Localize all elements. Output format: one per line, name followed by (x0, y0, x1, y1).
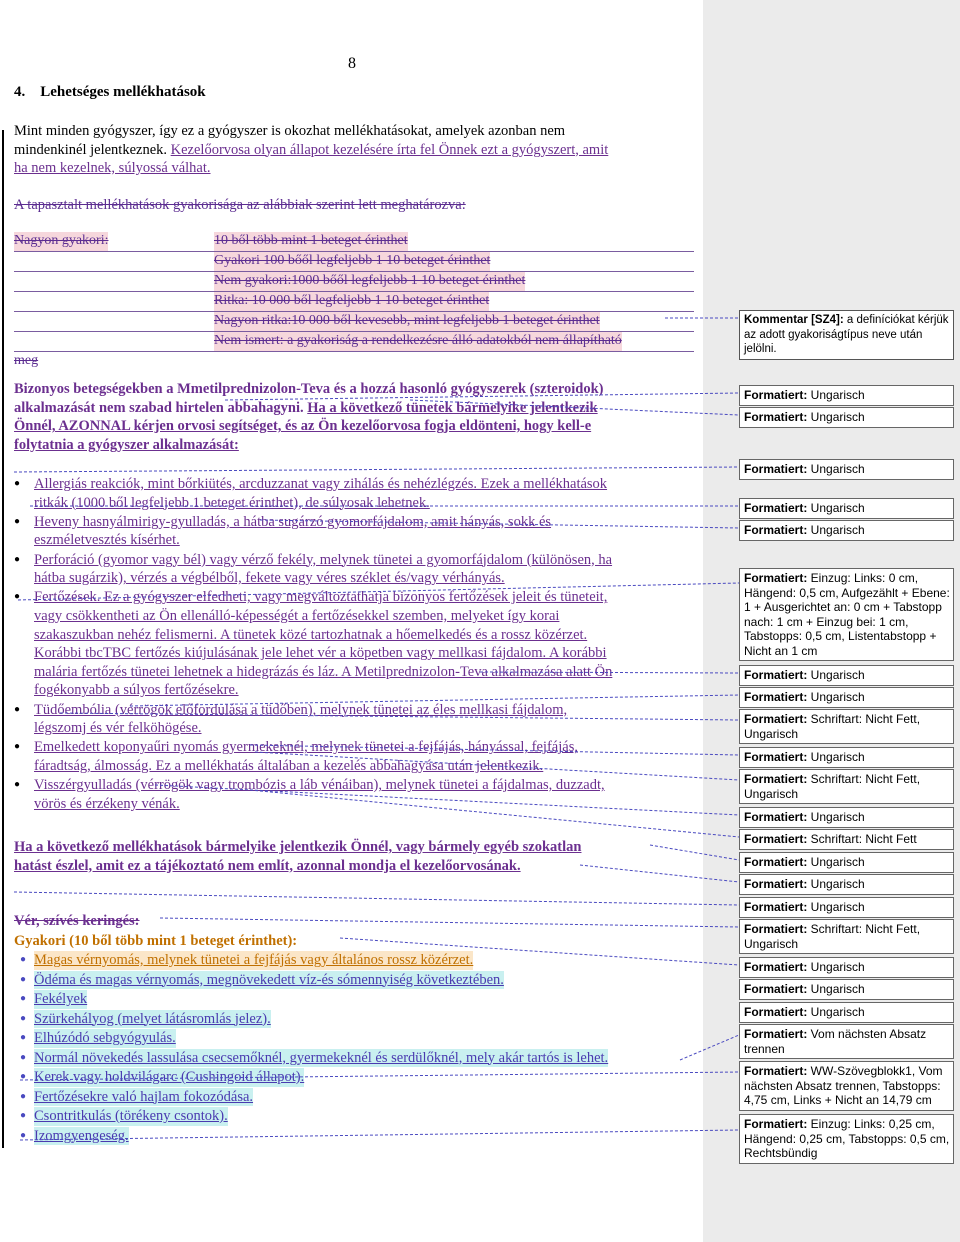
serious-effect-line: Fertőzések. Ez a gyógyszer elfedheti, vagy megváltoztathatja bizonyos fertőzések jeleit és tüneteit, (34, 589, 608, 606)
serious-effect-line: hátba sugárzik), vérzés a végbélből, fekete vagy véres széklet és/vagy vérhányás. (34, 570, 505, 587)
serious-effect-line: Perforáció (gyomor vagy bél) vagy vérző fekély, melynek tünetei a gyomorfájdalom (különösen, ha (34, 551, 613, 568)
comment-balloon[interactable]: Kommentar [SZ4]: a definíciókat kérjük az adott gyakoriságtípus neve után jelölni. (739, 310, 954, 360)
bullet-icon: ● (20, 1051, 27, 1063)
bullet-icon: ● (20, 1110, 27, 1121)
blood-heading: Vér, szívés keringés: (14, 913, 140, 929)
format-note-balloon[interactable]: Formatiert: Schriftart: Nicht Fett, Ungarisch (739, 769, 954, 804)
format-note-balloon[interactable]: Formatiert: Ungarisch (739, 807, 954, 828)
frequency-row: Nagyon ritka:10 000 ből kevesebb, mint legfeljebb 1 beteget érinthet (14, 312, 694, 332)
format-note-balloon[interactable]: Formatiert: Schriftart: Nicht Fett, Ungarisch (739, 709, 954, 744)
other-effects-intro: Ha a következő mellékhatások bármelyike jelentkezik Önnél, vagy bármely egyéb szokatlan hatást észlel, amit ez a tájékoztató nem említ, azonnal mondja el kezelőorvosának. (14, 839, 582, 874)
warning-line-3: Önnél, AZONNAL kérjen orvosi segítséget, és az Ön kezelőorvosa fogja eldönteni, hogy kell-e (14, 418, 592, 434)
bullet-icon: ● (14, 515, 21, 527)
format-note-balloon[interactable]: Formatiert: WW-Szövegblokk1, Vom nächsten Absatz trennen, Tabstopps: 4,75 cm, Links + Nicht an 14,79 cm (739, 1061, 954, 1111)
frequency-intro: A tapasztalt mellékhatások gyakorisága az alábbiak szerint lett meghatározva: (14, 197, 466, 213)
format-note-balloon[interactable]: Formatiert: Ungarisch (739, 687, 954, 708)
intro-line-2: mindenkinél jelentkeznek. Kezelőorvosa olyan állapot kezelésére írta fel Önnek ezt a gyógyszert, amit (14, 141, 609, 158)
serious-effect-line: szakaszukban nehéz felismerni. A tünetek közé tartozhatnak a hőemelkedés és a rossz közérzet. (34, 626, 588, 643)
serious-effect-line: Heveny hasnyálmirigy-gyulladás, a hátba sugárzó gyomorfájdalom, amit hányás, sokk és (34, 513, 552, 530)
serious-effect-line: vagy csökkentheti az Ön ellenálló-képességét a fertőzésekkel szemben, melyeket így korai (34, 607, 560, 624)
bullet-icon: ● (20, 993, 27, 1004)
common-effect-text: Szürkehályog (melyet látásromlás jelez). (34, 1010, 271, 1027)
bullet-icon: ● (20, 1129, 27, 1141)
format-note-balloon[interactable]: Formatiert: Ungarisch (739, 1002, 954, 1023)
serious-effect-line: Korábbi tbcTBC fertőzés kiújulásának jele lehet vér a köpetben vagy mellkasi fájdalom. A korábbi (34, 645, 607, 662)
bullet-icon: ● (20, 954, 27, 965)
common-effect-text: Normál növekedés lassulása csecsemőknél, gyermekeknél és serdülőknél, mely akár tartós is lehet. (34, 1049, 609, 1066)
serious-effect-line: Emelkedett koponyaűri nyomás gyermekeknél, melynek tünetei a fejfájás, hányással, fejfájás, (34, 739, 578, 756)
bullet-icon: ● (20, 1032, 27, 1043)
intro-paragraph (14, 122, 694, 178)
format-note-balloon[interactable]: Formatiert: Einzug: Links: 0,25 cm, Hängend: 0,25 cm, Tabstopps: 0,5 cm, Rechtsbündig (739, 1114, 954, 1164)
bullet-icon: ● (14, 703, 21, 715)
frequency-row: Nem ismert: a gyakoriság a rendelkezésre álló adatokból nem állapítható (14, 332, 694, 352)
format-note-balloon[interactable]: Formatiert: Ungarisch (739, 520, 954, 541)
format-note-balloon[interactable]: Formatiert: Ungarisch (739, 897, 954, 918)
format-note-balloon[interactable]: Formatiert: Ungarisch (739, 459, 954, 480)
format-note-balloon[interactable]: Formatiert: Ungarisch (739, 852, 954, 873)
section-title: 4. Lehetséges mellékhatások (14, 84, 206, 100)
serious-effect-line: Visszérgyulladás (vérrögök vagy trombózis a láb vénáiban), melynek tünetei a fájdalmas, duzzadt, (34, 777, 605, 794)
format-note-balloon[interactable]: Formatiert: Schriftart: Nicht Fett, Ungarisch (739, 919, 954, 954)
serious-effect-line: Allergiás reakciók, mint bőrkiütés, arcduzzanat vagy zihálás és nehézlégzés. Ezek a mellékhatások (34, 476, 608, 492)
serious-effect-line: ritkák (1000 ből legfeljebb 1 beteget érinthet), de súlyosak lehetnek. (34, 494, 430, 511)
format-note-balloon[interactable]: Formatiert: Einzug: Links: 0 cm, Hängend: 0,5 cm, Aufgezählt + Ebene: 1 + Ausgerichtet an: 0 cm + Tabstopp nach: 1 cm + Einzug bei: 1 cm, Tabstopps: 0,5 cm, Listentabstopp + Nicht an 1 cm (739, 568, 954, 661)
common-effect-text: Izomgyengeség. (34, 1127, 129, 1144)
serious-effect-line: fogékonyabb a súlyos fertőzésekre. (34, 682, 239, 699)
bullet-icon: ● (14, 553, 21, 565)
intro-line-1: Mint minden gyógyszer, így ez a gyógyszer is okozhat mellékhatásokat, amelyek azonban nem (14, 123, 566, 139)
change-bar (2, 130, 4, 1148)
format-note-balloon[interactable]: Formatiert: Ungarisch (739, 385, 954, 406)
warning-line-2: alkalmazását nem szabad hirtelen abbahagyni. Ha a következő tünetek bármelyike jelentkezik (14, 399, 598, 416)
bullet-icon: ● (20, 1071, 27, 1082)
warning-line-4: folytatnia a gyógyszer alkalmazását: (14, 436, 239, 453)
frequency-row: Ritka: 10 000 ből legfeljebb 1 10 beteget érinthet (14, 292, 694, 312)
frequency-tail: meg (14, 353, 39, 368)
frequency-label: Nagyon gyakori: (14, 232, 108, 251)
common-effect-text: Magas vérnyomás, melynek tünetei a fejfájás vagy általános rossz közérzet. (34, 952, 474, 968)
frequency-row: Gyakori 100 bőől legfeljebb 1 10 beteget érinthet (14, 252, 694, 272)
common-effect-text: Ödéma és magas vérnyomás, megnövekedett víz-és sómennyiség következtében. (34, 971, 504, 988)
format-note-balloon[interactable]: Formatiert: Ungarisch (739, 957, 954, 978)
serious-effect-line: malária fertőzés tünetei lehetnek a hidegrázás és láz. A Metilprednizolon-Teva alkalmazása alatt Ön (34, 663, 613, 680)
common-heading: Gyakori (10 ből több mint 1 beteget érinthet): (14, 933, 298, 949)
format-note-balloon[interactable]: Formatiert: Ungarisch (739, 979, 954, 1000)
format-note-balloon[interactable]: Formatiert: Ungarisch (739, 407, 954, 428)
serious-effect-line: Tüdőembólia (vérrögök előfordulása a tüdőben), melynek tünetei az éles mellkasi fájdalom, (34, 701, 568, 718)
format-note-balloon[interactable]: Formatiert: Ungarisch (739, 665, 954, 686)
bullet-icon: ● (14, 591, 21, 603)
bullet-icon: ● (14, 741, 21, 753)
serious-effect-line: eszméletvesztés kísérhet. (34, 532, 180, 549)
format-note-balloon[interactable]: Formatiert: Ungarisch (739, 874, 954, 895)
warning-paragraph (14, 380, 694, 454)
common-effect-text: Fertőzésekre való hajlam fokozódása. (34, 1088, 254, 1105)
format-note-balloon[interactable]: Formatiert: Vom nächsten Absatz trennen (739, 1024, 954, 1059)
serious-effect-line: légszomj és vér felköhögése. (34, 720, 202, 737)
serious-effect-line: vörös és érzékeny vénák. (34, 795, 180, 812)
bullet-icon: ● (14, 478, 21, 489)
warning-line-1: Bizonyos betegségekben a Mmetilprednizolon-Teva és a hozzá hasonló gyógyszerek (szteroidok) (14, 381, 604, 397)
common-effect-text: Elhúzódó sebgyógyulás. (34, 1030, 176, 1046)
page-number: 8 (348, 55, 356, 72)
frequency-row: Nagyon gyakori: 10 ből több mint 1 beteget érinthet (14, 232, 694, 252)
common-effect-text: Csontritkulás (törékeny csontok). (34, 1108, 228, 1124)
bullet-icon: ● (20, 973, 27, 985)
common-effect-text: Kerek vagy holdvilágarc (Cushingoid állapot). (34, 1069, 305, 1085)
bullet-icon: ● (20, 1090, 27, 1102)
format-note-balloon[interactable]: Formatiert: Schriftart: Nicht Fett (739, 829, 954, 850)
bullet-icon: ● (20, 1012, 27, 1024)
format-note-balloon[interactable]: Formatiert: Ungarisch (739, 747, 954, 768)
format-note-balloon[interactable]: Formatiert: Ungarisch (739, 498, 954, 519)
bullet-icon: ● (14, 779, 21, 791)
intro-line-3: ha nem kezelnek, súlyossá válhat. (14, 160, 211, 176)
common-effect-text: Fekélyek (34, 991, 88, 1007)
serious-effect-line: fáradtság, álmosság. Ez a mellékhatás általában a kezelés abbahagyása után jelentkezik. (34, 757, 544, 774)
frequency-table (14, 232, 694, 371)
frequency-row: Nem gyakori:1000 bőől legfeljebb 1 10 beteget érinthet (14, 272, 694, 292)
